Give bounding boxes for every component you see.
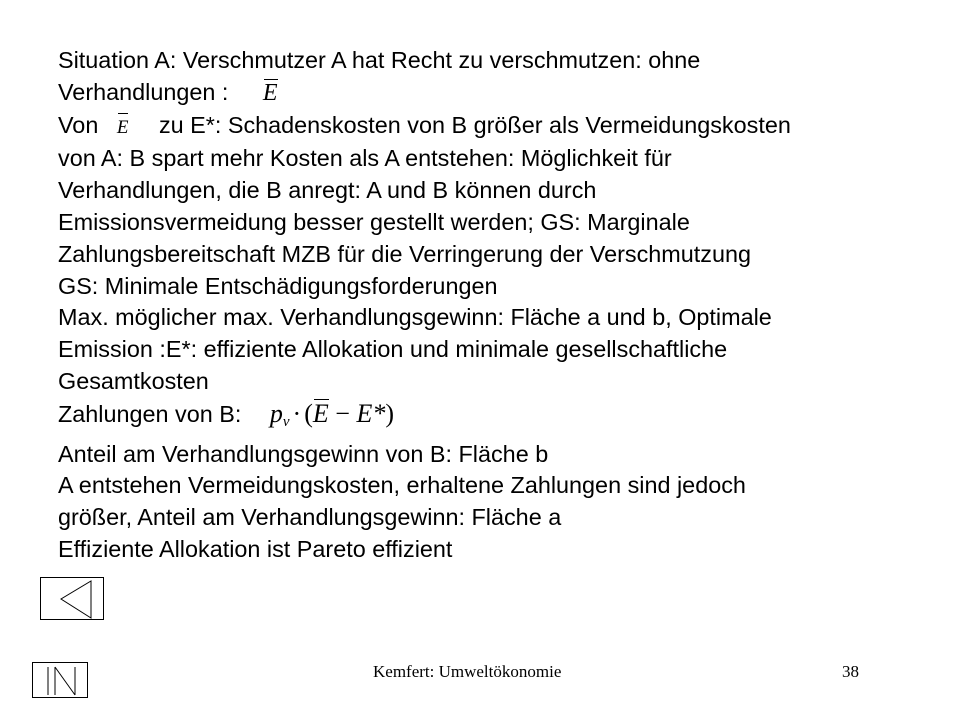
text-segment: Von xyxy=(58,111,99,138)
formula-open-paren: ( xyxy=(304,398,313,428)
formula-close-paren: ) xyxy=(385,398,394,428)
text-line: Anteil am Verhandlungsgewinn von B: Fläche b xyxy=(58,440,549,467)
text-line: Emissionsvermeidung besser gestellt werden; GS: Marginale xyxy=(58,208,690,235)
text-segment: zu E*: Schadenskosten von B größer als Vermeidungskosten xyxy=(158,111,791,138)
footer-title: Kemfert: Umweltökonomie xyxy=(373,662,562,681)
formula-p: p xyxy=(269,398,283,428)
text-line: Effiziente Allokation ist Pareto effizient xyxy=(58,535,453,562)
text-line: Gesamtkosten xyxy=(58,367,209,394)
text-line xyxy=(58,110,918,144)
text-line: Verhandlungen, die B anregt: A und B können durch xyxy=(58,177,597,204)
text-line: Situation A: Verschmutzer A hat Recht zu verschmutzen: ohne xyxy=(58,47,701,73)
text-line: A entstehen Vermeidungskosten, erhaltene Zahlungen sind jedoch xyxy=(58,472,746,499)
slide-body xyxy=(58,45,918,566)
formula-e-star: E* xyxy=(356,398,386,428)
first-page-icon xyxy=(33,663,89,699)
e-bar-symbol: E xyxy=(312,398,329,428)
e-bar-symbol: E xyxy=(117,112,129,144)
page-number: 38 xyxy=(842,662,859,681)
text-segment: Verhandlungen : xyxy=(58,78,229,105)
payment-formula xyxy=(270,399,394,428)
text-line xyxy=(58,398,918,439)
text-line: Zahlungsbereitschaft MZB für die Verringerung der Verschmutzung xyxy=(58,240,751,267)
text-line: größer, Anteil am Verhandlungsgewinn: Fläche a xyxy=(58,504,562,531)
text-line: von A: B spart mehr Kosten als A entstehen: Möglichkeit für xyxy=(58,145,672,172)
text-segment: Zahlungen von B: xyxy=(58,400,242,427)
formula-minus: − xyxy=(328,398,357,428)
back-button[interactable] xyxy=(40,577,104,620)
text-line: Emission :E*: effiziente Allokation und minimale gesellschaftliche xyxy=(58,336,728,363)
e-bar-symbol: E xyxy=(263,78,278,110)
formula-dot: · xyxy=(292,398,302,428)
formula-subscript: v xyxy=(282,413,290,430)
text-line xyxy=(58,77,918,110)
text-line: Max. möglicher max. Verhandlungsgewinn: Fläche a und b, Optimale xyxy=(58,304,772,331)
first-page-button[interactable] xyxy=(32,662,88,698)
text-line: GS: Minimale Entschädigungsforderungen xyxy=(58,272,498,299)
back-triangle-icon xyxy=(41,578,105,621)
